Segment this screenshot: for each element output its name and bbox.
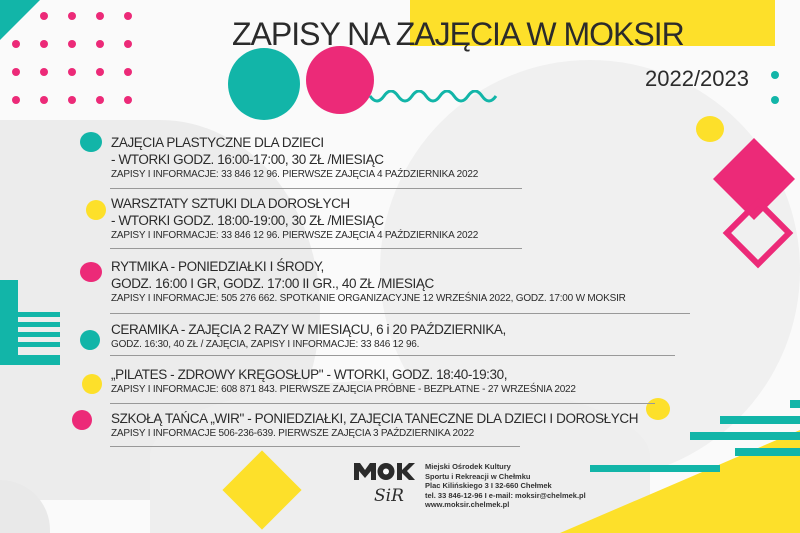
title-part: ZAPISY NA [232,16,396,52]
teal-circle-decoration [228,48,300,120]
pink-dot [68,12,76,20]
pink-bullet [72,410,92,430]
teal-bullet [80,330,100,350]
divider [110,248,522,249]
class-title: ZAJĘCIA PLASTYCZNE DLA DZIECI [111,135,324,150]
yellow-circle-decoration [646,398,670,420]
class-title: „PILATES - ZDROWY KRĘGOSŁUP" - WTORKI, GODZ. 18:40-19:30, [111,367,508,382]
svg-text:SiR: SiR [374,486,404,506]
pink-dot [96,12,104,20]
pink-dot [40,68,48,76]
teal-stripe [720,416,800,424]
teal-stripe [0,355,60,365]
pink-dot [40,96,48,104]
class-entry [111,195,478,243]
pink-circle-decoration [306,46,374,114]
teal-stripe [735,448,800,456]
divider [110,313,690,314]
class-title: CERAMIKA - ZAJĘCIA 2 RAZY W MIESIĄCU, 6 i 20 PAŹDZIERNIKA, [111,322,506,337]
class-details: ZAPISY I INFORMACJE: 505 276 662. SPOTKANIE ORGANIZACYJNE 12 WRZEŚNIA 2022, GODZ. 17:00 W MOKSIR [111,293,626,304]
teal-stripe [18,322,60,327]
teal-stripe [18,332,60,337]
org-name-cont: Sportu i Rekreacji w Chełmku [425,471,531,481]
divider [110,403,655,404]
yellow-triangle-decoration [560,430,800,533]
divider [110,188,522,189]
title-part-highlight: ZAJĘCIA W MOKSIR [395,16,684,52]
class-details: ZAPISY I INFORMACJE: 33 846 12 96. PIERWSZE ZAJĘCIA 4 PAŹDZIERNIKA 2022 [111,169,479,180]
pink-dot [96,40,104,48]
class-entry [111,410,638,441]
class-schedule: - WTORKI GODZ. 16:00-17:00, 30 ZŁ /MIESIĄC [111,152,384,167]
moksir-logo [354,463,416,507]
phone-email: tel. 33 846-12-96 I e-mail: moksir@chelmek.pl [425,490,586,500]
teal-dot [771,71,779,79]
pink-dot [124,96,132,104]
divider [110,355,675,356]
pink-dot [12,96,20,104]
teal-stripe [790,400,800,408]
org-name: Miejski Ośrodek Kultury [425,462,511,471]
teal-wave-decoration [368,90,498,108]
class-entry [111,134,478,182]
teal-stripe [590,465,720,472]
pink-dot [124,40,132,48]
pink-dot [68,96,76,104]
address: Plac Kilińskiego 3 I 32-660 Chełmek [425,481,552,491]
class-entry [111,366,576,397]
pink-dot [12,40,20,48]
class-entry [111,258,626,306]
pink-dot [96,68,104,76]
teal-stripe [18,342,60,347]
teal-bar [0,280,18,365]
pink-dot [40,40,48,48]
teal-stripe [18,312,60,317]
class-title: RYTMIKA - PONIEDZIAŁKI I ŚRODY, [111,259,324,274]
pink-dot [68,40,76,48]
yellow-bullet [82,374,102,394]
pink-dot [124,68,132,76]
yellow-bullet [86,200,106,220]
divider [110,446,520,447]
teal-corner-triangle [0,0,40,40]
pink-dot [12,68,20,76]
class-details: GODZ. 16:30, 40 ZŁ / ZAJĘCIA, ZAPISY I INFORMACJE: 33 846 12 96. [111,339,420,350]
season-label: 2022/2023 [645,66,749,91]
pink-dot [68,68,76,76]
contact-info [425,462,586,510]
page-title [232,16,684,53]
class-details: ZAPISY I INFORMACJE 506-236-639. PIERWSZE ZAJĘCIA 3 PAŹDZIERNIKA 2022 [111,428,474,439]
pink-dot [124,12,132,20]
class-title: WARSZTATY SZTUKI DLA DOROSŁYCH [111,196,350,211]
teal-bullet [80,132,102,152]
class-schedule: - WTORKI GODZ. 18:00-19:00, 30 ZŁ /MIESIĄC [111,213,384,228]
pink-dot [96,96,104,104]
class-schedule: GODZ. 16:00 I GR, GODZ. 17:00 II GR., 40 ZŁ /MIESIĄC [111,276,434,291]
class-details: ZAPISY I INFORMACJE: 608 871 843. PIERWSZE ZAJĘCIA PRÓBNE - BEZPŁATNE - 27 WRZEŚNIA 2022 [111,384,576,395]
website-link[interactable]: www.moksir.chelmek.pl [425,500,510,510]
pink-dot [40,12,48,20]
class-details: ZAPISY I INFORMACJE: 33 846 12 96. PIERWSZE ZAJĘCIA 4 PAŹDZIERNIKA 2022 [111,230,479,241]
teal-stripe [690,432,800,440]
yellow-circle-decoration [696,116,724,142]
pink-bullet [80,262,102,282]
class-entry [111,321,506,352]
teal-dot [771,96,779,104]
class-title: SZKOŁĄ TAŃCA „WIR" - PONIEDZIAŁKI, ZAJĘCIA TANECZNE DLA DZIECI I DOROSŁYCH [111,411,639,426]
